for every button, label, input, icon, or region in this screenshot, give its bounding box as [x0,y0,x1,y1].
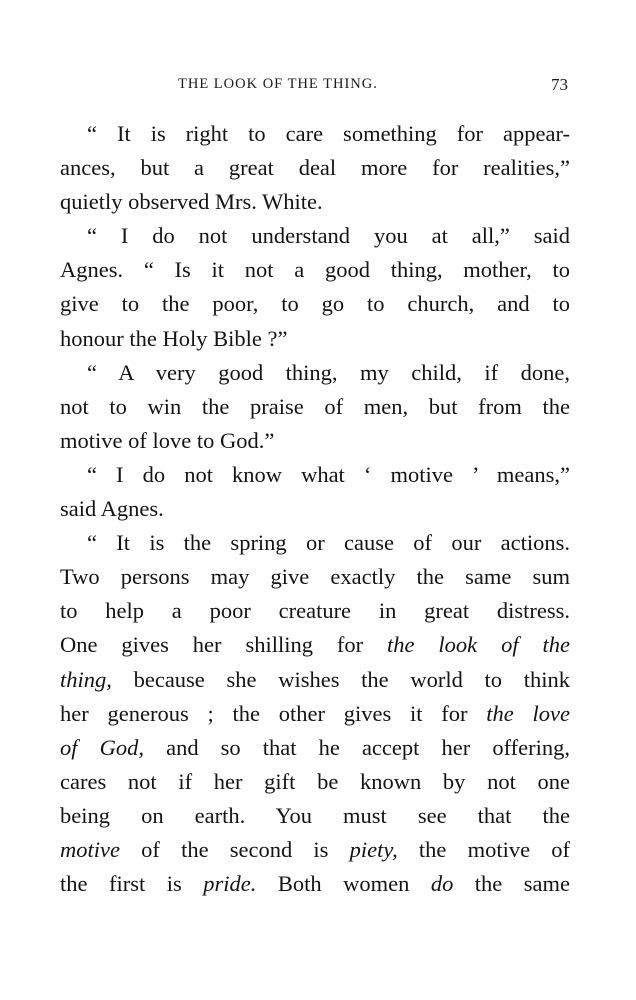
text-line: “ I do not understand you at all,” said [87,223,570,249]
text-line: of God, and so that he accept her offering, [60,734,570,760]
text-line: “ I do not know what ‘ motive ’ means,” [87,461,570,487]
text-line: not to win the praise of men, but from the [60,393,570,419]
text-line: “ A very good thing, my child, if done, [87,359,570,385]
text-line: thing, because she wishes the world to think [60,666,570,692]
text-line: Two persons may give exactly the same sum [60,564,570,590]
text-line: the first is pride. Both women do the same [60,871,570,897]
text-line: quietly observed Mrs. White. [60,189,323,215]
body-text [60,117,570,901]
text-line: to help a poor creature in great distress. [60,598,570,624]
text-line: ances, but a great deal more for realities,” [60,155,570,181]
text-line: cares not if her gift be known by not one [60,768,570,794]
running-head [60,76,570,98]
text-line: motive of the second is piety, the motive of [60,836,570,862]
text-line: being on earth. You must see that the [60,802,570,828]
text-line: said Agnes. [60,496,164,522]
text-line: “ It is the spring or cause of our actions. [87,530,570,556]
text-line: motive of love to God.” [60,427,275,453]
page-number: 73 [551,75,568,94]
text-line: honour the Holy Bible ?” [60,325,288,351]
text-line: her generous ; the other gives it for the love [60,700,570,726]
text-line: give to the poor, to go to church, and to [60,291,570,317]
text-line: “ It is right to care something for appear- [87,121,570,146]
text-line: One gives her shilling for the look of the [60,632,570,658]
running-title: THE LOOK OF THE THING. [178,76,378,92]
text-line: Agnes. “ Is it not a good thing, mother, to [60,257,570,283]
